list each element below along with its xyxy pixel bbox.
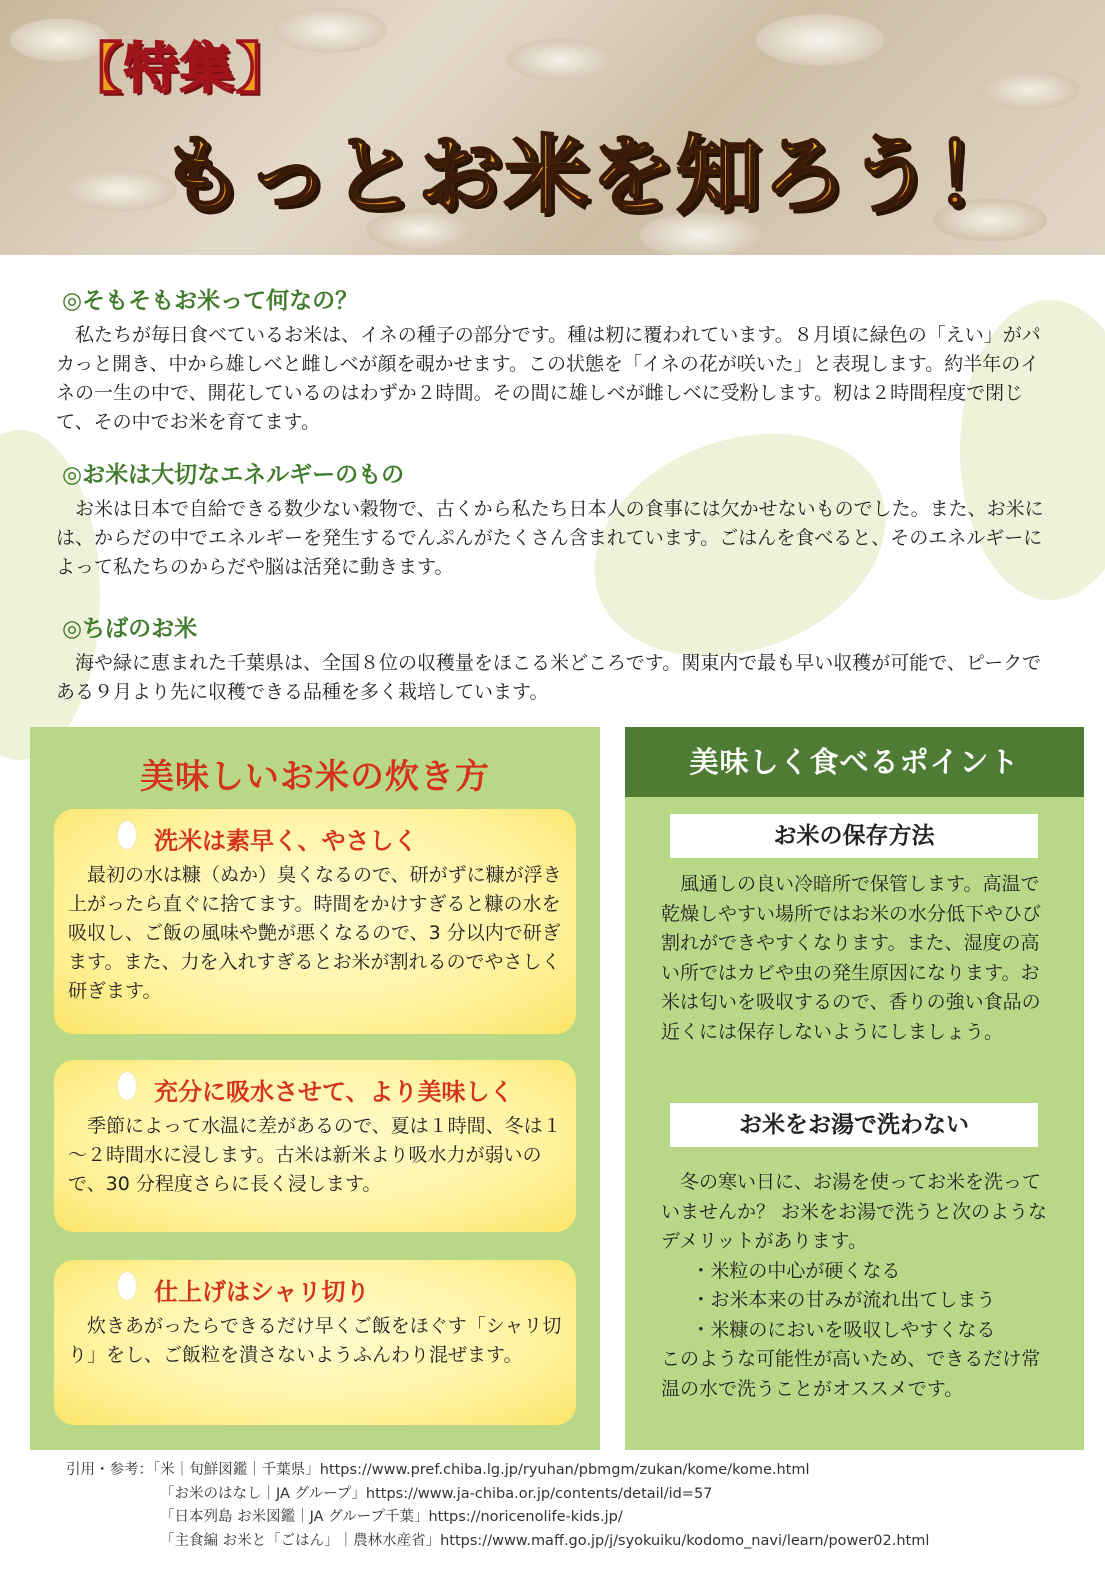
card-heading xyxy=(54,1072,576,1106)
hotwater-intro: 冬の寒い日に、お湯を使ってお米を洗っていませんか？ お米をお湯で洗うと次のようなデメリットがあります。 xyxy=(661,1171,1048,1252)
section-energy xyxy=(56,456,1056,582)
section-heading: ◎そもそもお米って何なの？ xyxy=(62,288,359,314)
points-panel xyxy=(625,727,1084,1450)
section-body: 海や緑に恵まれた千葉県は、全国８位の収穫量をほこる米どころです。関東内で最も早い収穫が可能で、ピークである９月より先に収穫できる品種を多く栽培しています。 xyxy=(56,652,1042,703)
reference-item: 「主食編 お米と「ごはん」｜農林水産省」https://www.maff.go.jp/j/syokuiku/kodomo_navi/learn/power02.html xyxy=(160,1532,930,1549)
hotwater-bullet: ・お米本来の甘みが流れ出てしまう xyxy=(691,1289,996,1311)
page-title: もっとお米を知ろう！ xyxy=(160,108,1020,229)
cooking-card xyxy=(54,809,576,1034)
hotwater-heading: お米をお湯で洗わない xyxy=(670,1103,1038,1147)
reference-item: 「日本列島 お米図鑑｜JA グループ千葉」https://noricenolife-kids.jp/ xyxy=(160,1509,623,1525)
section-heading: ◎お米は大切なエネルギーのもの xyxy=(62,462,405,488)
card-body: 最初の水は糠（ぬか）臭くなるので、研がずに糠が浮き上がったら直ぐに捨てます。時間をかけすぎると糠の水を吸収し、ご飯の風味や艶が悪くなるので、3 分以内で研ぎます。また、力を入れすぎるとお米が割れるのでやさしく研ぎます。 xyxy=(68,864,562,1002)
section-heading: ◎ちばのお米 xyxy=(62,616,198,642)
storage-heading: お米の保存方法 xyxy=(670,814,1038,858)
storage-body: 風通しの良い冷暗所で保管します。高温で乾燥しやすい場所ではお米の水分低下やひび割れができやすくなります。また、湿度の高い所ではカビや虫の発生原因になります。お米は匂いを吸収するので、香りの強い食品の近くには保存しないようにしましょう。 xyxy=(661,873,1042,1043)
feature-kicker: 【特集】 xyxy=(68,37,292,100)
references-label: 引用・参考： xyxy=(66,1462,153,1478)
card-heading-text: 充分に吸水させて、より美味しく xyxy=(154,1078,514,1106)
hotwater-body xyxy=(661,1168,1051,1404)
points-title: 美味しく食べるポイント xyxy=(625,727,1084,797)
section-chiba-rice xyxy=(56,610,1056,707)
cooking-panel xyxy=(30,727,600,1450)
hotwater-bullet: ・米糠のにおいを吸収しやすくなる xyxy=(691,1318,996,1341)
rice-grain-icon xyxy=(118,821,136,849)
references xyxy=(66,1459,1096,1553)
card-heading-text: 仕上げはシャリ切り xyxy=(154,1278,370,1306)
cooking-card xyxy=(54,1060,576,1232)
reference-item xyxy=(66,1459,1096,1483)
rice-grain-icon xyxy=(118,1272,136,1300)
hotwater-outro: このような可能性が高いため、できるだけ常温の水で洗うことがオススメです。 xyxy=(661,1348,1041,1400)
reference-text: 「米｜旬鮮図鑑｜千葉県」https://www.pref.chiba.lg.jp/ryuhan/pbmgm/zukan/kome/kome.html xyxy=(153,1462,810,1478)
section-what-is-rice xyxy=(56,282,1056,437)
cooking-title: 美味しいお米の炊き方 xyxy=(140,757,490,797)
rice-grain-icon xyxy=(118,1072,136,1100)
section-body: 私たちが毎日食べているお米は、イネの種子の部分です。種は籾に覆われています。８月頃に緑色の「えい」がパカっと開き、中から雄しべと雌しべが顔を覗かせます。この状態を「イネの花が咲いた」と表現します。約半年のイネの一生の中で、開花しているのはわずか２時間。その間に雄しべが雌しべに受粉します。籾は２時間程度で閉じて、その中でお米を育てます。 xyxy=(56,324,1041,433)
card-heading xyxy=(54,1272,576,1306)
card-heading xyxy=(54,821,576,855)
card-body: 季節によって水温に差があるので、夏は１時間、冬は１～２時間水に浸します。古米は新米より吸水力が弱いので、30 分程度さらに長く浸します。 xyxy=(68,1115,562,1195)
hero-banner xyxy=(0,0,1105,255)
section-body: お米は日本で自給できる数少ない穀物で、古くから私たち日本人の食事には欠かせないものでした。また、お米には、からだの中でエネルギーを発生するでんぷんがたくさん含まれています。ごはんを食べると、そのエネルギーによって私たちのからだや脳は活発に動きます。 xyxy=(56,498,1044,578)
hotwater-bullet: ・米粒の中心が硬くなる xyxy=(691,1259,901,1282)
card-body: 炊きあがったらできるだけ早くご飯をほぐす「シャリ切り」をし、ご飯粒を潰さないようふんわり混ぜます。 xyxy=(68,1315,562,1366)
reference-item: 「お米のはなし｜JA グループ」https://www.ja-chiba.or.jp/contents/detail/id=57 xyxy=(160,1485,713,1502)
cooking-card xyxy=(54,1260,576,1425)
card-heading-text: 洗米は素早く、やさしく xyxy=(154,827,418,855)
